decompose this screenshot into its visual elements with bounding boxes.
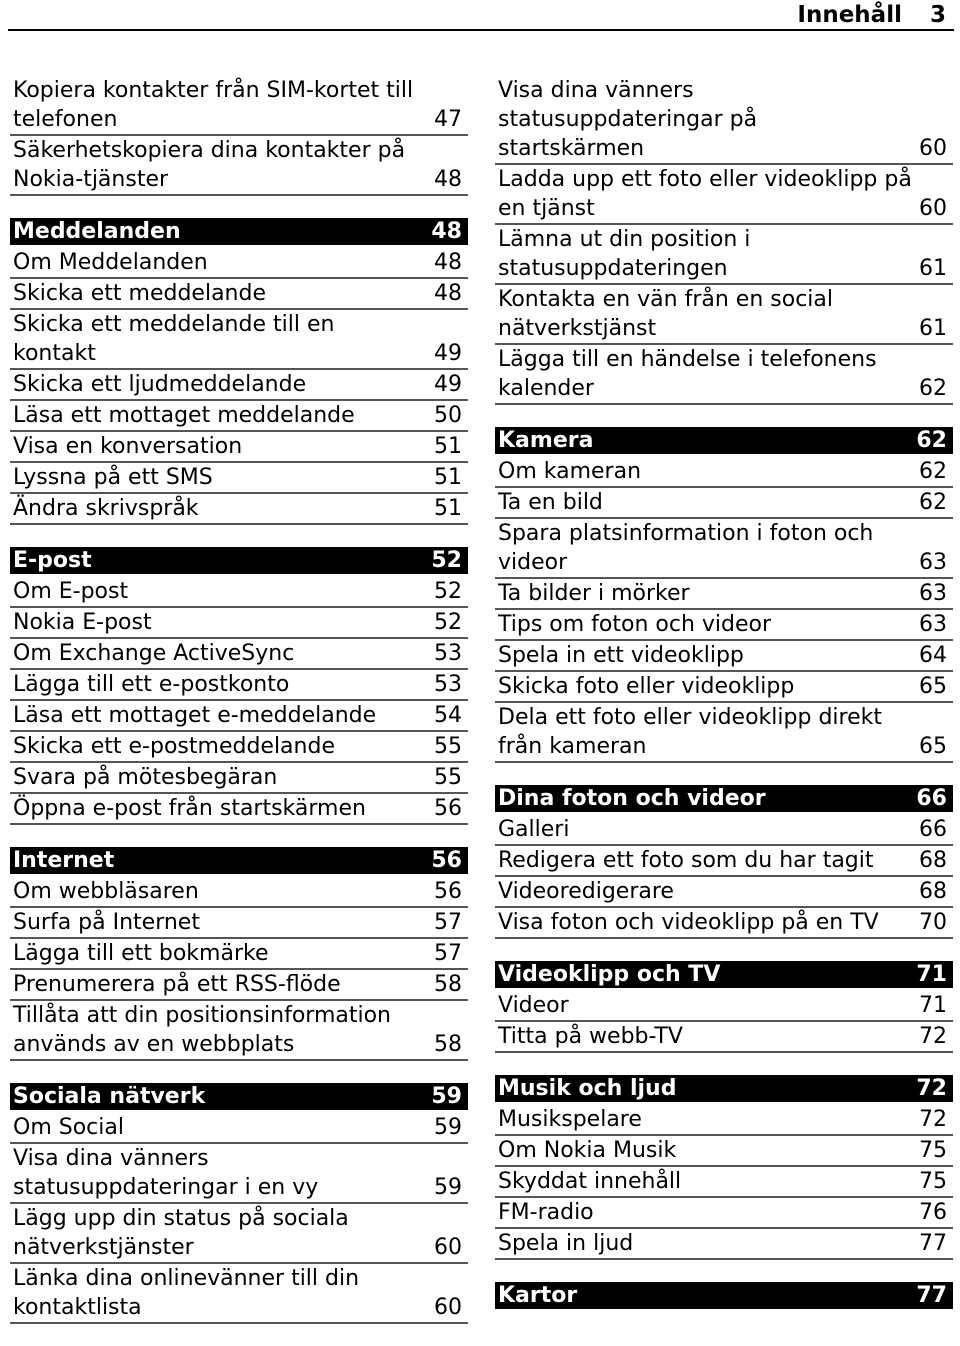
entry-title-line: Visa dina vänners [498,78,694,103]
entry-page-number: 68 [919,879,947,904]
entry-title-line: Skicka ett e-postmeddelande [13,734,335,759]
entry-title-line: Kopiera kontakter från SIM-kortet till [13,78,414,103]
toc-entry[interactable] [10,1144,468,1204]
entry-title-line: Titta på webb-TV [498,1024,683,1049]
toc-entry[interactable] [495,76,953,165]
entry-title-line: Visa dina vänners [13,1146,209,1171]
entry-title-line: Lyssna på ett SMS [13,465,213,490]
toc-entry[interactable] [10,1001,468,1061]
toc-entry[interactable] [10,794,468,825]
entry-title-line: Lägga till ett e-postkonto [13,672,290,697]
toc-entry[interactable] [495,579,953,610]
section-heading[interactable] [10,847,468,874]
toc-entry[interactable] [10,401,468,432]
section-heading[interactable] [495,427,953,454]
entry-title-line: statusuppdateringen [498,256,728,281]
section-heading[interactable] [10,218,468,245]
entry-title-line: Skicka ett meddelande [13,281,266,306]
entry-title-line: FM-radio [498,1200,594,1225]
entry-title-line: används av en webbplats [13,1032,295,1057]
entry-title-line: Om Social [13,1115,124,1140]
entry-title-line: Tips om foton och videor [498,612,772,637]
entry-title-line: Nokia E-post [13,610,152,635]
entry-page-number: 75 [919,1138,947,1163]
entry-page-number: 48 [434,250,462,275]
toc-section [10,218,468,525]
section-title: Meddelanden [13,219,181,244]
section-heading[interactable] [495,1075,953,1102]
entry-title-line: Spela in ett videoklipp [498,643,744,668]
entry-title-line: statusuppdateringar i en vy [13,1175,319,1200]
entry-title-line: Musikspelare [498,1107,642,1132]
entry-page-number: 47 [434,107,462,132]
toc-entry[interactable] [10,970,468,1001]
entry-page-number: 60 [434,1295,462,1320]
entry-page-number: 63 [919,581,947,606]
entry-title-line: Skicka ett meddelande till en [13,312,335,337]
entry-page-number: 61 [919,256,947,281]
entry-page-number: 60 [919,196,947,221]
entry-page-number: 58 [434,1032,462,1057]
entry-page-number: 51 [434,496,462,521]
toc-entry[interactable] [10,1204,468,1264]
toc-entry[interactable] [495,1136,953,1167]
entry-title-line: startskärmen [498,136,645,161]
toc-entry[interactable] [495,519,953,579]
entry-title-line: Lägga till en händelse i telefonens [498,347,877,372]
toc-entry[interactable] [495,1167,953,1198]
toc-entry[interactable] [10,670,468,701]
entry-page-number: 55 [434,734,462,759]
entry-page-number: 52 [434,610,462,635]
entry-page-number: 60 [919,136,947,161]
toc-column-right [495,76,953,1331]
toc-entry[interactable] [10,877,468,908]
entry-title-line: Ladda upp ett foto eller videoklipp på [498,167,912,192]
entry-title-line: Kontakta en vän från en social [498,287,833,312]
entry-title-line: Lägg upp din status på sociala [13,1206,349,1231]
section-heading[interactable] [495,1282,953,1309]
section-page-number: 62 [916,428,947,453]
entry-title-line: Nokia-tjänster [13,167,169,192]
toc-entry[interactable] [495,703,953,763]
toc-entry[interactable] [10,136,468,196]
entry-page-number: 75 [919,1169,947,1194]
entry-title-line: Läsa ett mottaget meddelande [13,403,355,428]
entry-title-line: Om Exchange ActiveSync [13,641,295,666]
toc-entry[interactable] [495,991,953,1022]
entry-title-line: kontaktlista [13,1295,142,1320]
section-page-number: 77 [916,1283,947,1308]
toc-section [10,76,468,196]
entry-page-number: 65 [919,734,947,759]
toc-entry[interactable] [495,846,953,877]
page-title: Innehåll [797,1,902,28]
entry-page-number: 59 [434,1115,462,1140]
entry-title-line: från kameran [498,734,647,759]
entry-title-line: Skicka foto eller videoklipp [498,674,795,699]
section-page-number: 48 [431,219,462,244]
entry-title-line: nätverkstjänster [13,1235,194,1260]
toc-entry[interactable] [10,608,468,639]
entry-page-number: 55 [434,765,462,790]
entry-page-number: 51 [434,465,462,490]
entry-page-number: 48 [434,281,462,306]
section-page-number: 59 [431,1084,462,1109]
entry-page-number: 77 [919,1231,947,1256]
entry-title-line: Säkerhetskopiera dina kontakter på [13,138,406,163]
page-header [8,0,954,31]
toc-entry[interactable] [10,494,468,525]
entry-page-number: 62 [919,376,947,401]
entry-title-line: en tjänst [498,196,595,221]
entry-title-line: Surfa på Internet [13,910,200,935]
entry-page-number: 54 [434,703,462,728]
entry-title-line: Videor [498,993,569,1018]
entry-title-line: kontakt [13,341,96,366]
section-heading[interactable] [495,785,953,812]
entry-page-number: 65 [919,674,947,699]
toc-entry[interactable] [10,279,468,310]
entry-page-number: 66 [919,817,947,842]
entry-title-line: Redigera ett foto som du har tagit [498,848,874,873]
entry-page-number: 70 [919,910,947,935]
entry-title-line: telefonen [13,107,118,132]
entry-title-line: Ändra skrivspråk [13,496,199,521]
toc-entry[interactable] [495,1229,953,1260]
toc-entry[interactable] [10,763,468,794]
entry-page-number: 63 [919,612,947,637]
toc-entry[interactable] [10,1113,468,1144]
toc-entry[interactable] [10,577,468,608]
toc-entry[interactable] [495,165,953,225]
toc-section [495,76,953,405]
entry-page-number: 49 [434,372,462,397]
entry-page-number: 57 [434,910,462,935]
entry-page-number: 48 [434,167,462,192]
entry-title-line: Länka dina onlinevänner till din [13,1266,360,1291]
toc-section [495,427,953,763]
section-title: E-post [13,548,92,573]
toc-entry[interactable] [495,610,953,641]
section-page-number: 66 [916,786,947,811]
section-title: Kartor [498,1283,578,1308]
entry-title-line: kalender [498,376,594,401]
entry-page-number: 56 [434,879,462,904]
entry-title-line: Läsa ett mottaget e-meddelande [13,703,377,728]
toc-section [495,1282,953,1309]
entry-title-line: nätverkstjänst [498,316,657,341]
entry-title-line: Dela ett foto eller videoklipp direkt [498,705,882,730]
toc-section [10,547,468,825]
entry-page-number: 53 [434,641,462,666]
toc-entry[interactable] [10,732,468,763]
toc-entry[interactable] [495,345,953,405]
entry-title-line: Prenumerera på ett RSS-flöde [13,972,341,997]
entry-title-line: Lägga till ett bokmärke [13,941,269,966]
entry-title-line: Om Nokia Musik [498,1138,677,1163]
toc-column-left [10,76,468,1346]
entry-page-number: 51 [434,434,462,459]
toc-entry[interactable] [10,939,468,970]
entry-page-number: 49 [434,341,462,366]
toc-section [495,785,953,939]
entry-page-number: 59 [434,1175,462,1200]
entry-page-number: 57 [434,941,462,966]
toc-entry[interactable] [495,877,953,908]
toc-entry[interactable] [10,908,468,939]
entry-title-line: videor [498,550,568,575]
toc-entry[interactable] [10,701,468,732]
section-title: Dina foton och videor [498,786,766,811]
entry-title-line: Videoredigerare [498,879,674,904]
toc-entry[interactable] [495,225,953,285]
entry-page-number: 56 [434,796,462,821]
entry-title-line: Om E-post [13,579,129,604]
section-title: Videoklipp och TV [498,962,721,987]
entry-page-number: 53 [434,672,462,697]
toc-entry[interactable] [495,672,953,703]
entry-title-line: Skicka ett ljudmeddelande [13,372,307,397]
entry-title-line: Visa foton och videoklipp på en TV [498,910,879,935]
toc-section [10,1083,468,1324]
entry-page-number: 72 [919,1107,947,1132]
entry-page-number: 68 [919,848,947,873]
section-title: Sociala nätverk [13,1084,206,1109]
entry-page-number: 62 [919,490,947,515]
toc-entry[interactable] [10,76,468,136]
entry-title-line: Visa en konversation [13,434,243,459]
toc-entry[interactable] [495,457,953,488]
toc-section [495,961,953,1053]
toc-section [10,847,468,1061]
entry-page-number: 62 [919,459,947,484]
entry-title-line: Ta en bild [498,490,603,515]
entry-page-number: 72 [919,1024,947,1049]
entry-title-line: Galleri [498,817,570,842]
toc-entry[interactable] [495,1105,953,1136]
toc-entry[interactable] [10,463,468,494]
entry-page-number: 52 [434,579,462,604]
section-page-number: 52 [431,548,462,573]
entry-page-number: 71 [919,993,947,1018]
entry-page-number: 63 [919,550,947,575]
entry-title-line: Öppna e-post från startskärmen [13,796,366,821]
toc-entry[interactable] [10,310,468,370]
entry-title-line: Spela in ljud [498,1231,634,1256]
entry-title-line: Spara platsinformation i foton och [498,521,874,546]
section-title: Musik och ljud [498,1076,677,1101]
toc-entry[interactable] [10,1264,468,1324]
entry-page-number: 61 [919,316,947,341]
toc-entry[interactable] [495,641,953,672]
toc-entry[interactable] [10,370,468,401]
entry-title-line: Om kameran [498,459,642,484]
section-heading[interactable] [10,1083,468,1110]
toc-entry[interactable] [10,432,468,463]
entry-title-line: Tillåta att din positionsinformation [13,1003,391,1028]
entry-title-line: Lämna ut din position i [498,227,751,252]
toc-entry[interactable] [495,1198,953,1229]
page-number: 3 [929,1,946,28]
entry-page-number: 50 [434,403,462,428]
toc-entry[interactable] [495,488,953,519]
section-page-number: 71 [916,962,947,987]
toc-entry[interactable] [10,248,468,279]
entry-title-line: Om Meddelanden [13,250,208,275]
toc-entry[interactable] [10,639,468,670]
entry-page-number: 60 [434,1235,462,1260]
section-title: Internet [13,848,115,873]
section-heading[interactable] [10,547,468,574]
toc-entry[interactable] [495,285,953,345]
entry-title-line: statusuppdateringar på [498,107,758,132]
entry-title-line: Om webbläsaren [13,879,199,904]
section-title: Kamera [498,428,594,453]
entry-title-line: Ta bilder i mörker [498,581,690,606]
toc-entry[interactable] [495,908,953,939]
entry-title-line: Svara på mötesbegäran [13,765,278,790]
entry-page-number: 58 [434,972,462,997]
section-page-number: 56 [431,848,462,873]
entry-page-number: 64 [919,643,947,668]
toc-entry[interactable] [495,815,953,846]
section-heading[interactable] [495,961,953,988]
section-page-number: 72 [916,1076,947,1101]
entry-page-number: 76 [919,1200,947,1225]
entry-title-line: Skyddat innehåll [498,1169,682,1194]
toc-section [495,1075,953,1260]
toc-entry[interactable] [495,1022,953,1053]
